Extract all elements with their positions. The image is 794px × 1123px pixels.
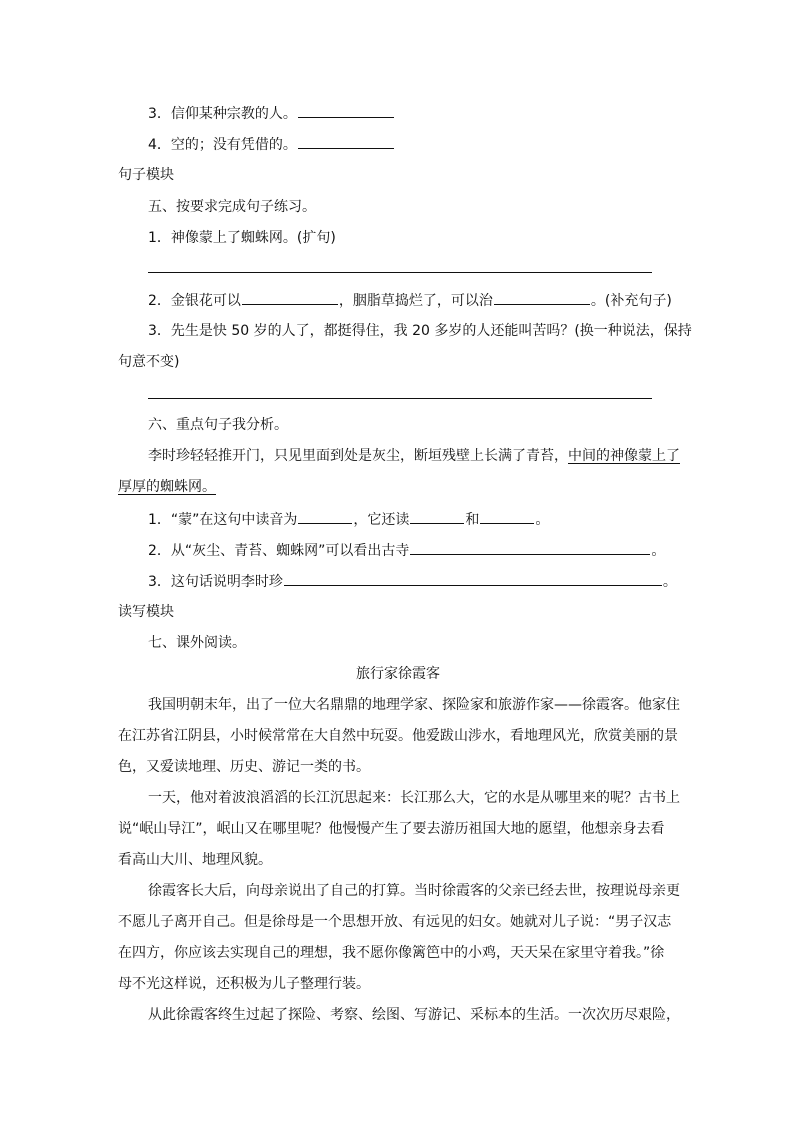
part5-question-3-line1: 3．先生是快 50 岁的人了，都挺得住，我 20 多岁的人还能叫苦吗？(换一种说法，保持	[148, 323, 692, 339]
part6-question-1-part-b: ，它还读	[353, 512, 410, 528]
part6-question-2	[148, 540, 665, 561]
part7-title: 七、课外阅读。	[148, 635, 246, 651]
answer-blank[interactable]	[480, 509, 534, 524]
article-title: 旅行家徐霞客	[356, 666, 440, 682]
article-line: 我国明朝末年，出了一位大名鼎鼎的地理学家、探险家和旅游作家——徐霞客。他家住	[148, 697, 680, 713]
part6-question-2-text: 2．从“灰尘、青苔、蜘蛛网”可以看出古寺	[148, 543, 410, 559]
part5-title: 五、按要求完成句子练习。	[148, 199, 316, 215]
part6-title: 六、重点句子我分析。	[148, 417, 288, 433]
part6-sentence-plain: 李时珍轻轻推开门，只见里面到处是灰尘，断垣残壁上长满了青苔，	[148, 448, 568, 464]
part5-question-1: 1．神像蒙上了蜘蛛网。(扩句)	[148, 230, 336, 246]
section-heading-reading: 读写模块	[118, 604, 174, 620]
period: 。	[662, 574, 677, 590]
part6-sentence-line2	[118, 477, 216, 497]
answer-blank[interactable]	[298, 509, 352, 524]
answer-blank[interactable]	[284, 571, 662, 586]
answer-blank[interactable]	[410, 540, 650, 555]
article-line: 在四方，你应该去实现自己的理想，我不愿你像篱笆中的小鸡，天天呆在家里守着我。”徐	[118, 945, 665, 961]
article-line: 在江苏省江阴县，小时候常常在大自然中玩耍。他爱跋山涉水，看地理风光，欣赏美丽的景	[118, 728, 678, 744]
part6-sentence-underlined: 中间的神像蒙上了	[568, 448, 680, 464]
part6-question-1-part-c: 和	[465, 512, 480, 528]
part5-question-2	[148, 290, 672, 311]
vocab-question-4-text: 4．空的；没有凭借的。	[148, 137, 297, 153]
section-heading-sentence: 句子模块	[118, 167, 174, 183]
answer-blank[interactable]	[494, 290, 590, 305]
article-line: 徐霞客长大后，向母亲说出了自己的打算。当时徐霞客的父亲已经去世，按理说母亲更	[148, 883, 680, 899]
part6-question-3	[148, 571, 677, 592]
article-line: 看高山大川、地理风貌。	[118, 852, 272, 868]
part6-question-1-part-d: 。	[535, 512, 550, 528]
vocab-question-4	[148, 134, 395, 155]
answer-blank[interactable]	[410, 509, 464, 524]
answer-line[interactable]	[148, 398, 652, 399]
vocab-question-3-text: 3．信仰某种宗教的人。	[148, 106, 297, 122]
part5-question-3-line2: 句意不变)	[118, 354, 180, 370]
answer-blank[interactable]	[298, 134, 394, 149]
article-line: 从此徐霞客终生过起了探险、考察、绘图、写游记、采标本的生活。一次次历尽艰险，	[148, 1007, 680, 1023]
article-line: 一天，他对着波浪滔滔的长江沉思起来：长江那么大，它的水是从哪里来的呢？古书上	[148, 790, 680, 806]
article-line: 母不光这样说，还积极为儿子整理行装。	[118, 976, 370, 992]
part6-sentence-line1	[148, 446, 680, 466]
answer-line[interactable]	[148, 272, 652, 273]
part5-question-2-part-c: 。(补充句子)	[590, 293, 672, 309]
article-line: 不愿儿子离开自己。但是徐母是一个思想开放、有远见的妇女。她就对儿子说：“男子汉志	[118, 914, 672, 930]
part6-question-3-text: 3．这句话说明李时珍	[148, 574, 283, 590]
period: 。	[651, 543, 666, 559]
part6-question-1	[148, 509, 549, 530]
part6-sentence-underlined-cont: 厚厚的蜘蛛网。	[118, 479, 216, 495]
answer-blank[interactable]	[242, 290, 338, 305]
answer-blank[interactable]	[298, 103, 394, 118]
article-line: 色，又爱读地理、历史、游记一类的书。	[118, 759, 370, 775]
article-line: 说“岷山导江”，岷山又在哪里呢？他慢慢产生了要去游历祖国大地的愿望，他想亲身去看	[118, 821, 665, 837]
vocab-question-3	[148, 103, 395, 124]
part5-question-2-part-b: ，胭脂草捣烂了，可以治	[338, 293, 493, 309]
part6-question-1-part-a: 1．“蒙”在这句中读音为	[148, 512, 298, 528]
part5-question-2-part-a: 2．金银花可以	[148, 293, 241, 309]
